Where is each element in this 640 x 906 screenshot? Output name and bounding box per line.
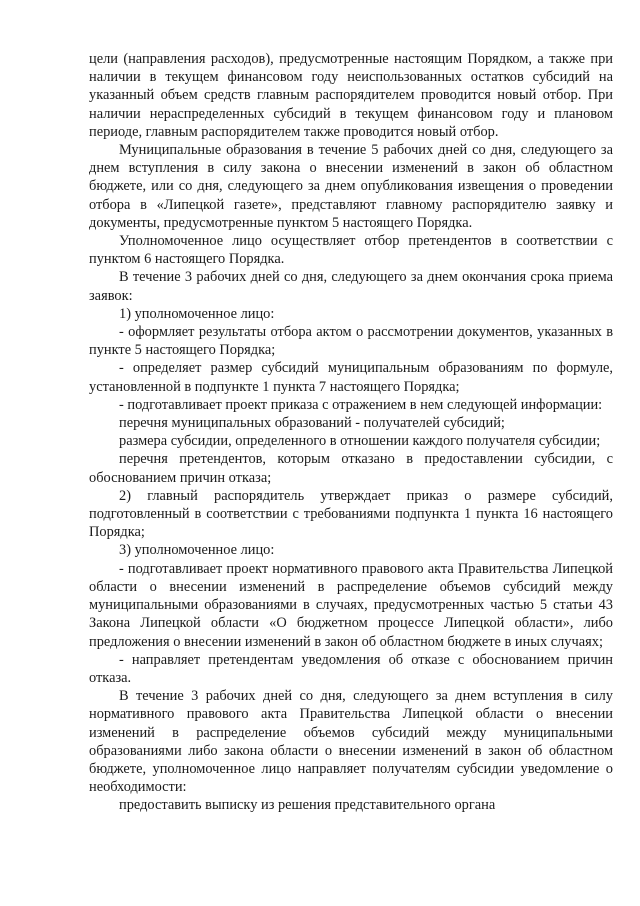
paragraph-13: 3) уполномоченное лицо:: [119, 542, 275, 559]
paragraph-11: перечня претендентов, которым отказано в предоставлении субсидии, с обоснованием причин отказа;: [89, 451, 613, 486]
paragraph-15: - направляет претендентам уведомления об отказе с обоснованием причин отказа.: [89, 651, 613, 686]
paragraph-9: перечня муниципальных образований - получателей субсидий;: [119, 415, 505, 432]
paragraph-4: В течение 3 рабочих дней со дня, следующего за днем окончания срока приема заявок:: [89, 269, 613, 304]
paragraph-17: предоставить выписку из решения представительного органа: [119, 797, 496, 814]
paragraph-10: размера субсидии, определенного в отношении каждого получателя субсидии;: [119, 433, 601, 450]
paragraph-12: 2) главный распорядитель утверждает приказ о размере субсидий, подготовленный в соответствии с требованиями подпункта 1 пункта 16 настоящего Порядка;: [89, 487, 613, 541]
paragraph-3: Уполномоченное лицо осуществляет отбор претендентов в соответствии с пунктом 6 настоящего Порядка.: [89, 233, 613, 268]
document-page: [89, 50, 613, 815]
paragraph-8: - подготавливает проект приказа с отражением в нем следующей информации:: [119, 396, 603, 413]
paragraph-5: 1) уполномоченное лицо:: [119, 305, 275, 322]
paragraph-1: цели (направления расходов), предусмотренные настоящим Порядком, а также при наличии в текущем финансовом году неиспользованных остатков субсидий на указанный объем средств главным распорядителем проводится новый отбор. При наличии нераспределенных субсидий в текущем финансовом году и плановом периоде, главным распорядителем также проводится новый отбор.: [89, 51, 613, 140]
paragraph-7: - определяет размер субсидий муниципальным образованиям по формуле, установленной в подпункте 1 пункта 7 настоящего Порядка;: [89, 360, 613, 395]
paragraph-2: Муниципальные образования в течение 5 рабочих дней со дня, следующего за днем вступления в силу закона о внесении изменений в закон об областном бюджете, или со дня, следующего за днем опубликования извещения о проведении отбора в «Липецкой газете», представляют главному распорядителю заявку и документы, предусмотренные пунктом 5 настоящего Порядка.: [89, 142, 613, 231]
paragraph-16: В течение 3 рабочих дней со дня, следующего за днем вступления в силу нормативного правового акта Правительства Липецкой области о внесении изменений в распределение объемов субсидий между муниципальными образованиями либо закона области о внесении изменений в закон об областном бюджете, уполномоченное лицо направляет получателям субсидии уведомление о необходимости:: [89, 688, 613, 796]
paragraph-6: - оформляет результаты отбора актом о рассмотрении документов, указанных в пункте 5 настоящего Порядка;: [89, 324, 613, 359]
paragraph-14: - подготавливает проект нормативного правового акта Правительства Липецкой области о внесении изменений в распределение объемов субсидий между муниципальными образованиями в случаях, предусмотренных частью 5 статьи 43 Закона Липецкой области «О бюджетном процессе Липецкой области», либо предложения о внесении изменений в закон об областном бюджете в иных случаях;: [89, 560, 613, 650]
